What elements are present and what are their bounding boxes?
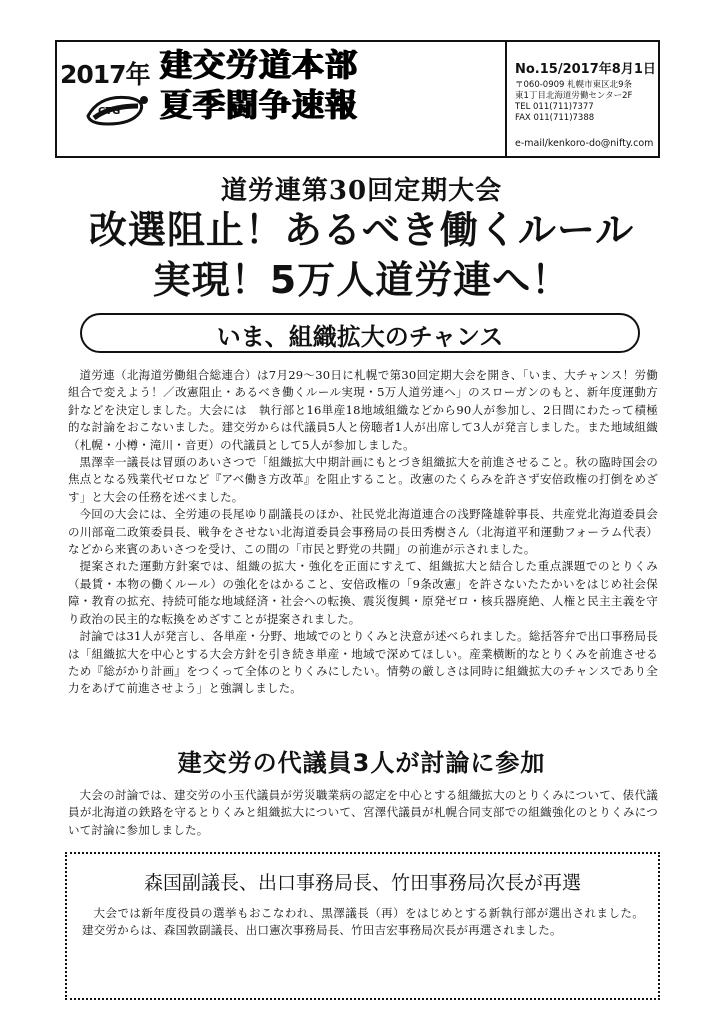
- tel-line: TEL 011(711)7377: [515, 102, 594, 112]
- masthead-divider: [505, 42, 507, 156]
- article-paragraph: 今回の大会には、全労連の長尾ゆり副議長のほか、社民党北海道連合の浅野隆雄幹事長、共産党北海道委員会の川部竜二政策委員長、戦争をさせない北海道委員会事務局の長田秀樹さん（北海道平和運動フォーラム代表）などから来賓のあいさつを受け、この間の「市民と野党の共闘」の前進が示されました。: [68, 507, 658, 557]
- election-paragraph: 大会では新年度役員の選挙もおこなわれ、黒澤議長（再）をはじめとする新執行部が選出されました。建交労からは、森国敦副議長、出口憲次事務局長、竹田吉宏事務局次長が再選されました。: [82, 906, 644, 938]
- section-body: [68, 787, 658, 839]
- banner-text: いま、組織拡大のチャンス: [216, 323, 504, 351]
- address-block: [515, 80, 632, 124]
- masthead-title: [160, 45, 480, 145]
- main-headline: [0, 205, 723, 305]
- article-paragraph: 道労連（北海道労働組合総連合）は7月29〜30日に札幌で第30回定期大会を開き、「いま、大チャンス！労働組合で変えよう！／改憲阻止・あるべき働くルール実現・5万人道労連へ」のスローガンのもと、新年度運動方針などを決定しました。大会には 執行部と16単産18地域組織などから90人が参加し、2日間にわたって積極的な討論をおこないました。建交労からは代議員5人と傍聴者1人が出席して3人が発言しました。また地域組織（札幌・小樽・滝川・音更）の代議員として5人が参加しました。: [68, 368, 658, 452]
- issue-number: No.15/2017年8月1日: [515, 62, 656, 77]
- headline-line2: 実現！5万人道労連へ！: [152, 258, 571, 302]
- election-title: 森国副議長、出口事務局長、竹田事務局次長が再選: [143, 872, 581, 894]
- address-line: 〒060-0909 札幌市東区北9条: [515, 80, 633, 90]
- masthead-title-line2: 夏季闘争速報: [160, 86, 359, 124]
- article-paragraph: 提案された運動方針案では、組織の拡大・強化を正面にすえて、組織拡大と結合した重点課題でのとりくみ（最賃・本物の働くルール）の強化をはかること、安倍政権の「9条改憲」を許さないたたかいをはじめ社会保障・教育の拡充、持続可能な地域経済・社会への転換、震災復興・原発ゼロ・核兵器廃絶、人権と民主主義を守り政治の民主的な転換をめざすことが提案されました。: [68, 559, 658, 626]
- email-address[interactable]: e-mail/kenkoro-do@nifty.com: [515, 138, 654, 149]
- section-paragraph: 大会の討論では、建交労の小玉代議員が労災職業病の認定を中心とする組織拡大のとりくみについて、俵代議員が北海道の鉄路を守るとりくみと組織拡大について、宮澤代議員が札幌合同支部での組織強化のとりくみについて討論に参加しました。: [68, 788, 658, 837]
- ctg-logo-icon: [80, 92, 152, 130]
- article-body: [68, 367, 658, 698]
- convention-title: 道労連第30回定期大会: [220, 176, 503, 206]
- article-paragraph: 黒澤幸一議長は冒頭のあいさつで「組織拡大中期計画にもとづき組織拡大を前進させること。秋の臨時国会の焦点となる残業代ゼロなど『アベ働き方改革』を阻止すること。改憲のたくらみを許さず安倍政権の打倒をめざす」と大会の任務を述べました。: [68, 455, 658, 504]
- masthead-title-line1: 建交労道本部: [160, 46, 359, 84]
- headline-line1: 改選阻止！あるべき働くルール: [88, 208, 635, 252]
- election-body: [82, 905, 644, 940]
- article-paragraph: 討論では31人が発言し、各単産・分野、地域でのとりくみと決意が述べられました。総括答弁で出口事務局長は「組織拡大を中心とする大会方針を引き続き単産・地域で深めてほしい。産業横断的なとりくみを前進させるため『総がかり計画』をつくって全体のとりくみにしたい。情勢の厳しさは同時に組織拡大のチャンスであり全力をあげて前進させよう」と強調しました。: [68, 629, 658, 696]
- section-title: 建交労の代議員3人が討論に参加: [177, 749, 546, 777]
- fax-line: FAX 011(711)7388: [515, 113, 595, 123]
- masthead-year: 2017年: [60, 60, 150, 89]
- ctg-logo-text: CTG: [98, 106, 121, 117]
- address-line: 東1丁目北海道労働センター2F: [515, 91, 633, 101]
